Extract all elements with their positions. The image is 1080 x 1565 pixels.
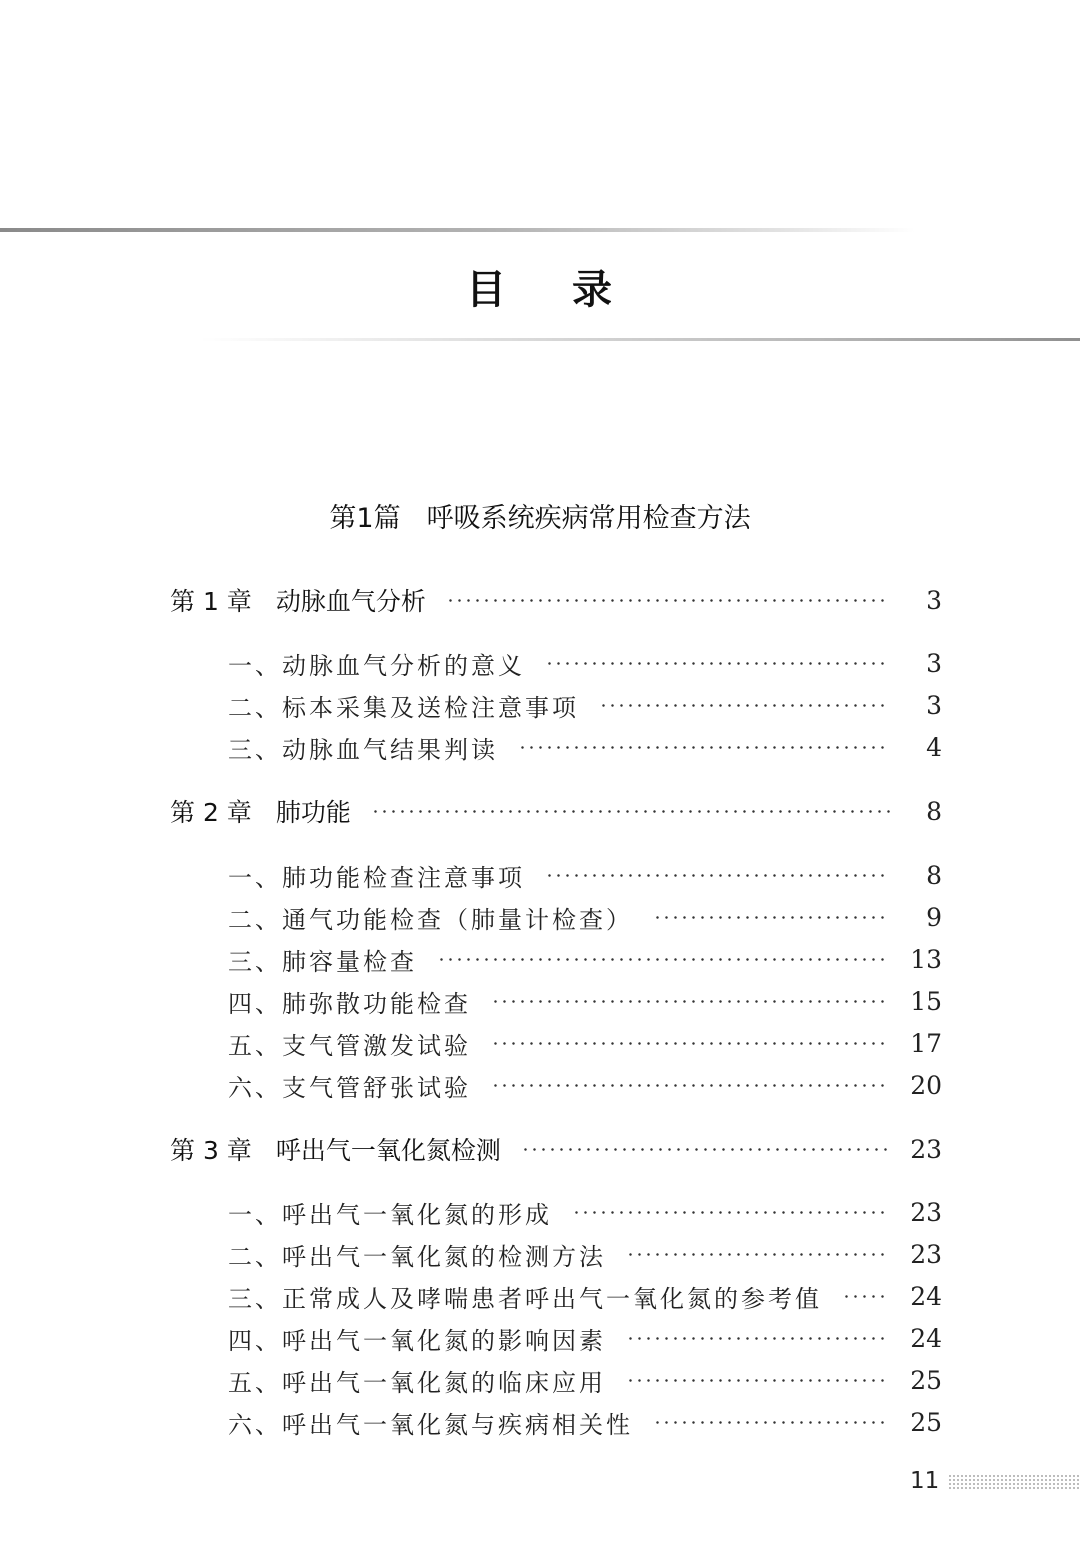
title-char-2: 录 (572, 267, 614, 313)
chapter-title: 动脉血气分析 (275, 587, 426, 616)
toc-section[interactable] (0, 855, 1080, 895)
dot-leader (842, 1295, 890, 1298)
toc-section[interactable] (0, 939, 1080, 979)
section-title: 二、呼出气一氧化氮的检测方法 (228, 1242, 606, 1271)
dot-leader (626, 1337, 890, 1340)
page-ref: 20 (910, 1070, 942, 1100)
toc-section[interactable] (0, 1360, 1080, 1400)
section-title: 三、正常成人及哮喘患者呼出气一氧化氮的参考值 (228, 1284, 822, 1313)
page-ref: 13 (910, 944, 942, 974)
page-ref: 23 (910, 1239, 942, 1269)
dot-leader (491, 1084, 890, 1087)
section-title: 三、肺容量检查 (228, 947, 417, 976)
toc-section[interactable] (0, 1023, 1080, 1063)
toc-section[interactable] (0, 1402, 1080, 1442)
dot-leader (521, 1148, 890, 1151)
dot-leader (446, 599, 890, 602)
section-title: 三、动脉血气结果判读 (228, 735, 498, 764)
dot-leader (491, 1000, 890, 1003)
section-title: 二、标本采集及送检注意事项 (228, 693, 579, 722)
section-title: 六、呼出气一氧化氮与疾病相关性 (228, 1410, 633, 1439)
toc-section[interactable] (0, 727, 1080, 767)
section-title: 五、呼出气一氧化氮的临床应用 (228, 1368, 606, 1397)
section-title: 五、支气管激发试验 (228, 1031, 471, 1060)
page-ref: 9 (926, 902, 942, 932)
toc-section[interactable] (0, 643, 1080, 683)
page-ref: 8 (926, 860, 942, 890)
chapter-number: 第 3 章 (170, 1136, 252, 1165)
section-title: 一、动脉血气分析的意义 (228, 651, 525, 680)
chapter-number: 第 1 章 (170, 587, 252, 616)
dot-leader (545, 874, 890, 877)
section-title: 一、呼出气一氧化氮的形成 (228, 1200, 552, 1229)
toc-section[interactable] (0, 1276, 1080, 1316)
toc-section[interactable] (0, 1192, 1080, 1232)
section-title: 六、支气管舒张试验 (228, 1073, 471, 1102)
page-number: 11 (910, 1468, 940, 1494)
page-title (0, 258, 1080, 318)
page-ref: 24 (910, 1281, 942, 1311)
page-ref: 3 (926, 690, 942, 720)
dot-leader (653, 1421, 890, 1424)
dot-leader (626, 1379, 890, 1382)
toc-section[interactable] (0, 685, 1080, 725)
part-title: 呼吸系统疾病常用检查方法 (426, 503, 751, 534)
page-ref: 8 (926, 796, 942, 826)
page-ref: 23 (910, 1197, 942, 1227)
toc-chapter-3[interactable] (0, 1128, 1080, 1170)
decorative-dot-pattern (948, 1474, 1080, 1490)
page-ref: 4 (926, 732, 942, 762)
chapter-title: 肺功能 (275, 798, 351, 827)
page-ref: 25 (910, 1407, 942, 1437)
dot-leader (491, 1042, 890, 1045)
toc-section[interactable] (0, 1065, 1080, 1105)
page-ref: 24 (910, 1323, 942, 1353)
chapter-number: 第 2 章 (170, 798, 252, 827)
toc-section[interactable] (0, 1234, 1080, 1274)
dot-leader (371, 810, 890, 813)
page-ref: 3 (926, 585, 942, 615)
top-divider (0, 228, 915, 232)
dot-leader (545, 662, 890, 665)
title-underline-divider (200, 338, 1080, 341)
section-title: 二、通气功能检查（肺量计检查） (228, 905, 633, 934)
toc-section[interactable] (0, 981, 1080, 1021)
page-ref: 3 (926, 648, 942, 678)
toc-chapter-2[interactable] (0, 790, 1080, 832)
dot-leader (653, 916, 890, 919)
title-char-1: 目 (466, 267, 508, 313)
page-ref: 23 (910, 1134, 942, 1164)
part-heading (0, 496, 1080, 540)
toc-chapter-1[interactable] (0, 579, 1080, 621)
part-number: 第1篇 (329, 503, 401, 534)
dot-leader (599, 704, 890, 707)
dot-leader (626, 1253, 890, 1256)
page-ref: 17 (910, 1028, 942, 1058)
toc-section[interactable] (0, 897, 1080, 937)
page-ref: 15 (910, 986, 942, 1016)
toc-section[interactable] (0, 1318, 1080, 1358)
page-ref: 25 (910, 1365, 942, 1395)
section-title: 四、呼出气一氧化氮的影响因素 (228, 1326, 606, 1355)
section-title: 一、肺功能检查注意事项 (228, 863, 525, 892)
dot-leader (518, 746, 890, 749)
chapter-title: 呼出气一氧化氮检测 (275, 1136, 501, 1165)
dot-leader (437, 958, 890, 961)
section-title: 四、肺弥散功能检查 (228, 989, 471, 1018)
dot-leader (572, 1211, 890, 1214)
